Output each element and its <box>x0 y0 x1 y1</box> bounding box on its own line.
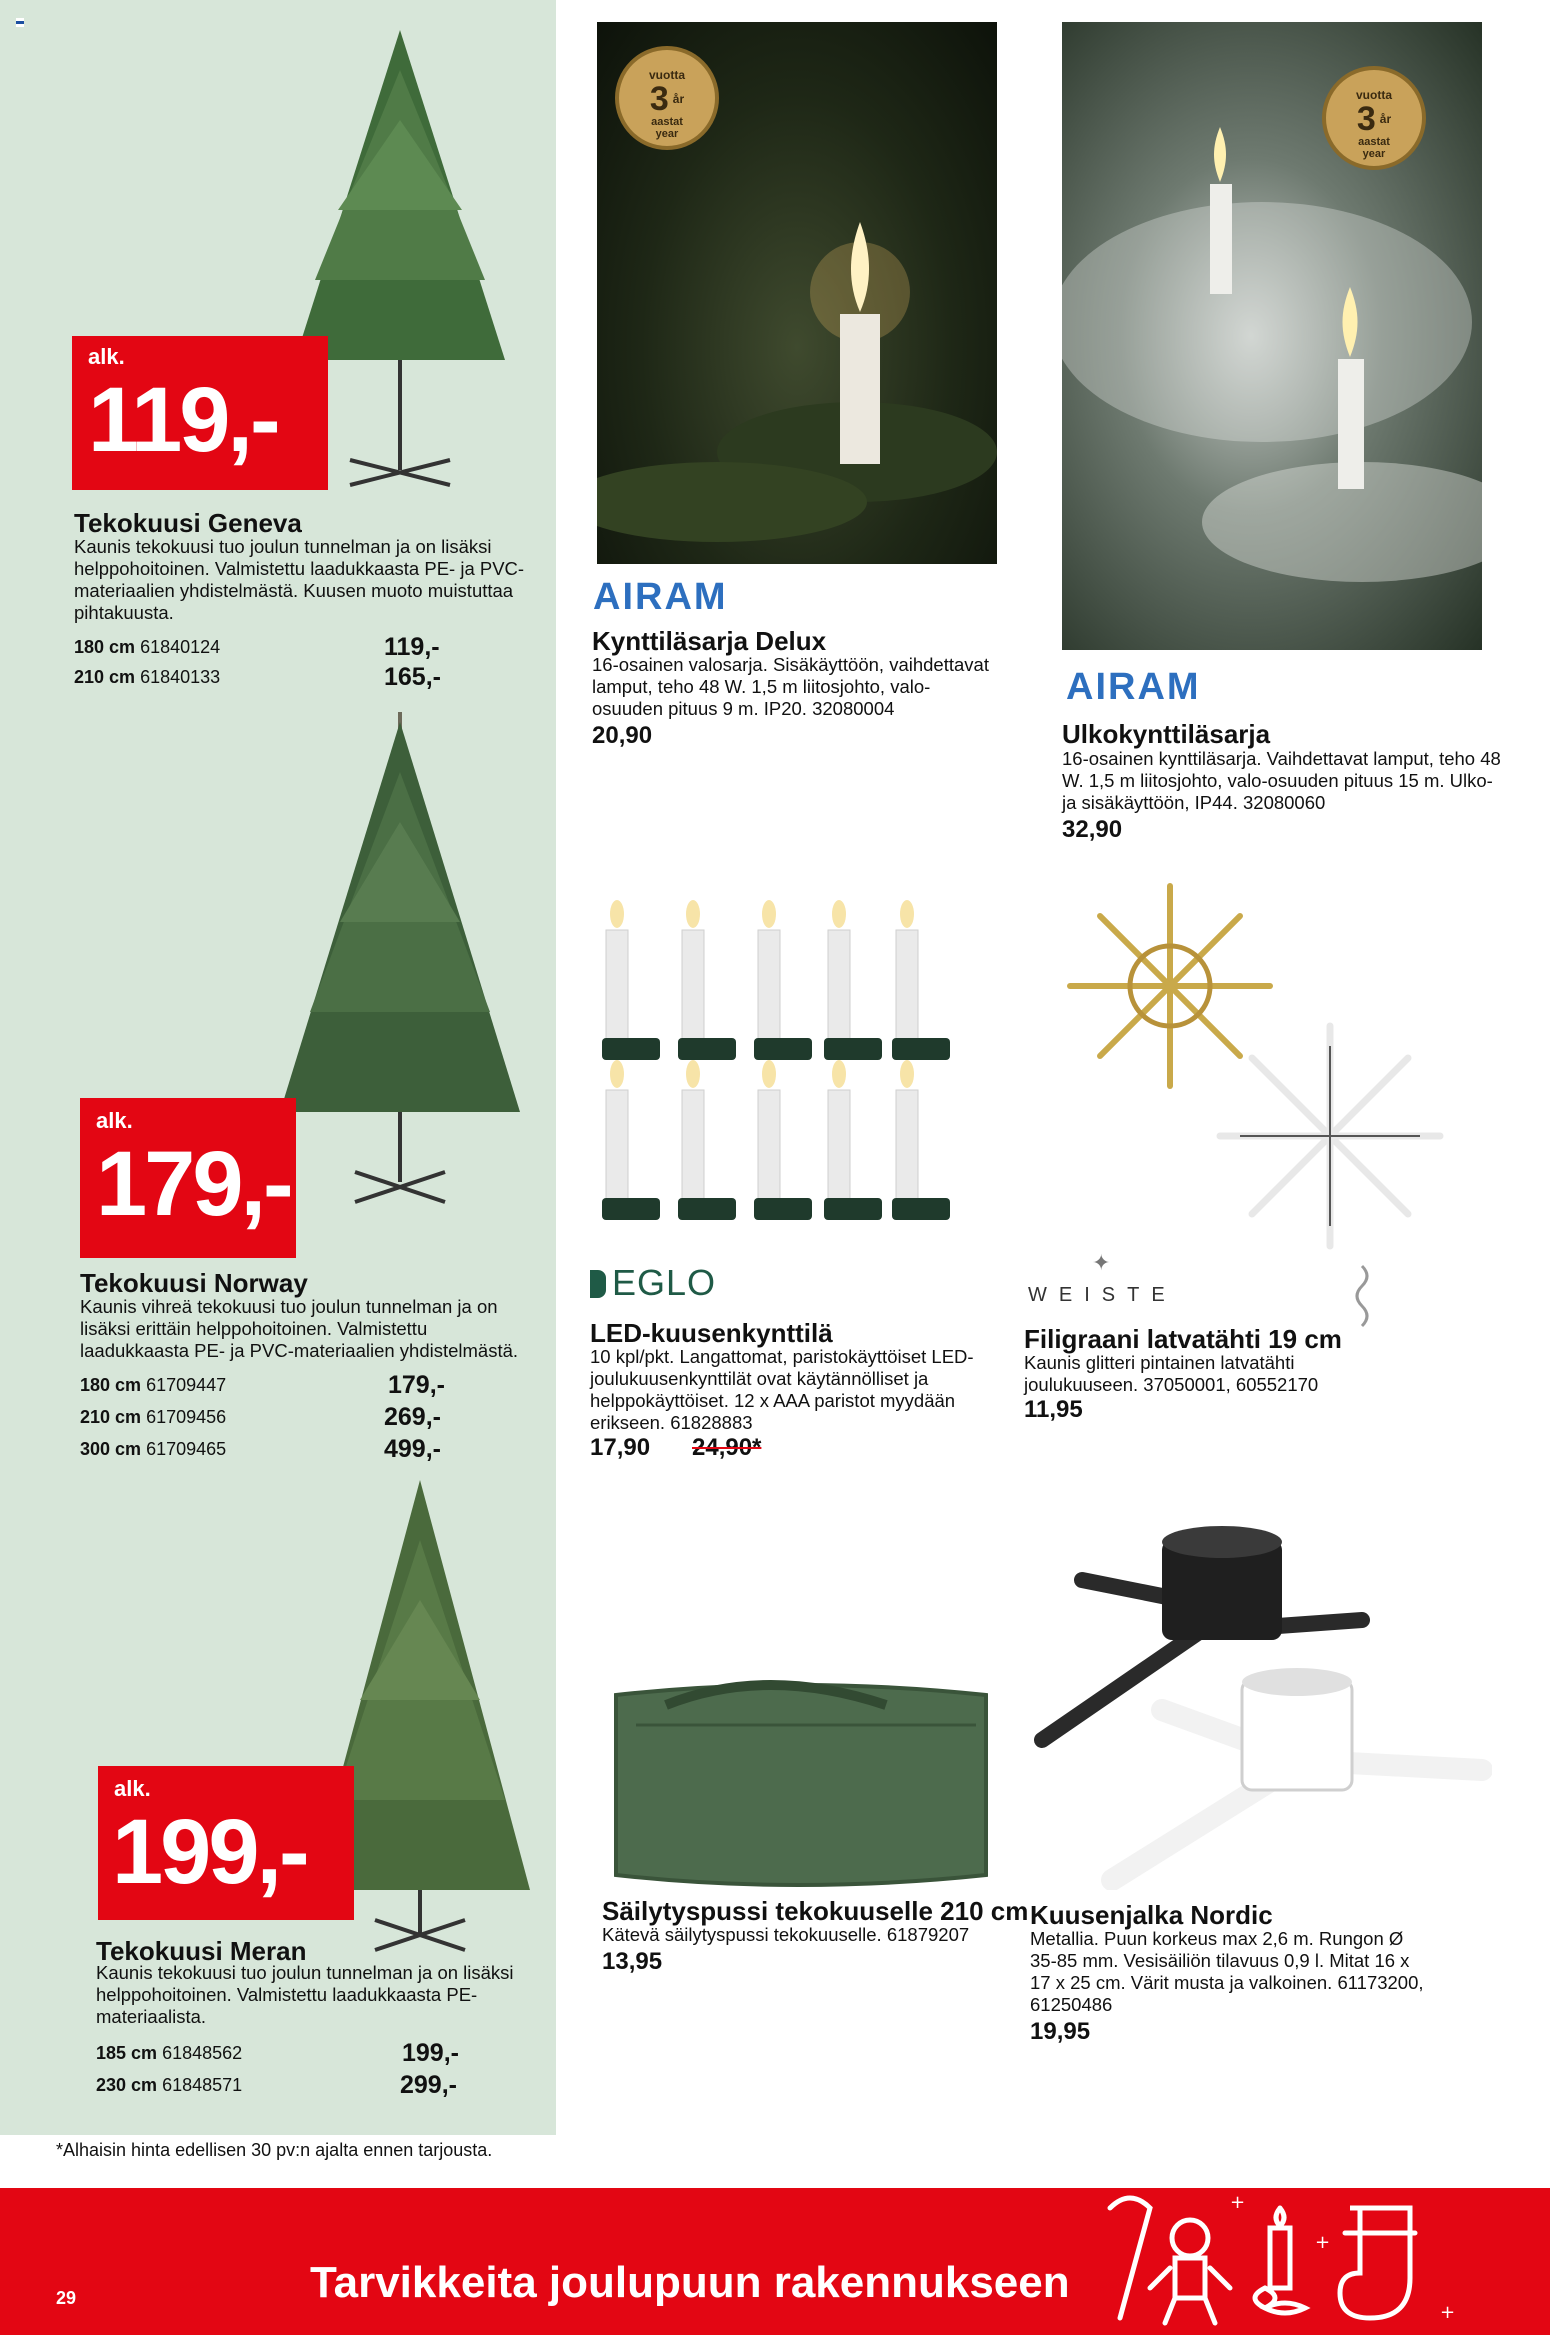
star-description: Kaunis glitteri pintainen latvatähti joulukuuseen. 37050001, 60552170 <box>1024 1352 1319 1395</box>
svg-text:+: + <box>1440 2302 1456 2323</box>
norway-variant-row: 210 cm 61709456 <box>80 1407 227 1427</box>
meran-description: Kaunis tekokuusi tuo joulun tunnelman ja on lisäksi helppohoitoinen. Valmistettu laadukkaasta PE-materiaalista. <box>96 1962 514 2027</box>
badge-price: 179,- <box>96 1133 291 1235</box>
meran-variant-price: 299,- <box>400 2071 457 2099</box>
geneva-variant-price: 119,- <box>384 633 440 661</box>
meran-variant-price: 199,- <box>402 2039 459 2067</box>
ulko-price: 32,90 <box>1062 816 1123 843</box>
norway-variant-price: 179,- <box>388 1371 445 1399</box>
price-prefix: alk. <box>114 1776 151 1801</box>
geneva-variant-price: 165,- <box>384 663 441 691</box>
price-prefix: alk. <box>88 344 125 369</box>
stand-title: Kuusenjalka Nordic <box>1030 1900 1273 1930</box>
tree-stand-image <box>1022 1520 1492 1890</box>
norway-variant-price: 499,- <box>384 1435 441 1463</box>
airam-logo: AIRAM <box>1066 666 1201 708</box>
norway-title: Tekokuusi Norway <box>80 1268 308 1298</box>
svg-text:+: + <box>1315 2232 1331 2253</box>
delux-description: 16-osainen valosarja. Sisäkäyttöön, vaihdettavat lamput, teho 48 W. 1,5 m liitosjohto, valo-osuuden pituus 9 m. IP20. 32080004 <box>592 654 989 719</box>
finland-flag-icon <box>16 18 24 26</box>
meran-title: Tekokuusi Meran <box>96 1936 307 1966</box>
meran-variant-row: 185 cm 61848562 <box>96 2043 243 2063</box>
norway-variant-row: 300 cm 61709465 <box>80 1439 227 1459</box>
geneva-description: Kaunis tekokuusi tuo joulun tunnelman ja on lisäksi helppohoitoinen. Valmistettu laadukkaasta PE- ja PVC-materiaalien yhdistelmästä. Kuusen muoto muistuttaa pihtakuusta. <box>74 536 525 623</box>
badge-price: 199,- <box>112 1801 307 1903</box>
star-title: Filigraani latvatähti 19 cm <box>1024 1324 1342 1354</box>
led-old-price: 24,90* <box>692 1434 762 1461</box>
led-price: 17,90 <box>590 1434 651 1461</box>
ulko-description: 16-osainen kynttiläsarja. Vaihdettavat lamput, teho 48 W. 1,5 m liitosjohto, valo-osuuden pituus 15 m. Ulko- ja sisäkäyttöön, IP44. 32080060 <box>1062 748 1501 813</box>
bag-price: 13,95 <box>602 1948 663 1975</box>
eglo-logo: EGLO <box>590 1262 716 1304</box>
guarantee-seal: vuotta 3 år aastat year <box>1322 66 1426 170</box>
norway-variant-row: 180 cm 61709447 <box>80 1375 227 1395</box>
geneva-price-badge <box>72 336 328 490</box>
norway-price-badge <box>80 1098 296 1258</box>
bag-description: Kätevä säilytyspussi tekokuuselle. 61879207 <box>602 1924 970 1945</box>
weiste-logo: WEISTE <box>1028 1284 1177 1306</box>
footnote: *Alhaisin hinta edellisen 30 pv:n ajalta ennen tarjousta. <box>56 2140 493 2160</box>
ulko-title: Ulkokynttiläsarja <box>1062 719 1271 749</box>
stand-price: 19,95 <box>1030 2018 1091 2045</box>
christmas-decoration-icon <box>1090 2188 1490 2335</box>
geneva-variant-row: 180 cm 61840124 <box>74 637 221 657</box>
weiste-logo-icon: ✦ <box>1092 1250 1111 1275</box>
stand-description: Metallia. Puun korkeus max 2,6 m. Rungon Ø 35-85 mm. Vesisäiliön tilavuus 0,9 l. Mitat 16 x 17 x 25 cm. Värit musta ja valkoinen. 61173200, 61250486 <box>1030 1928 1424 2015</box>
led-candles-image <box>596 890 976 1240</box>
airam-logo: AIRAM <box>593 576 728 618</box>
star-price: 11,95 <box>1024 1396 1083 1423</box>
geneva-variant-row: 210 cm 61840133 <box>74 667 221 687</box>
badge-price: 119,- <box>88 369 278 471</box>
meran-variant-row: 230 cm 61848571 <box>96 2075 243 2095</box>
led-title: LED-kuusenkynttilä <box>590 1318 833 1348</box>
ulko-candle-photo <box>1062 22 1482 650</box>
norway-description: Kaunis vihreä tekokuusi tuo joulun tunnelman ja on lisäksi erittäin helppohoitoinen. Valmistettu laadukkaasta PE- ja PVC-materiaalien yhdistelmästä. <box>80 1296 519 1361</box>
storage-bag-image <box>596 1665 996 1905</box>
meran-price-badge <box>98 1766 354 1920</box>
page-number: 29 <box>56 2288 77 2308</box>
star-topper-image <box>1040 876 1510 1336</box>
geneva-title: Tekokuusi Geneva <box>74 508 302 538</box>
bag-title: Säilytyspussi tekokuuselle 210 cm <box>602 1896 1029 1926</box>
price-prefix: alk. <box>96 1108 133 1133</box>
delux-candle-photo <box>597 22 997 564</box>
norway-variant-price: 269,- <box>384 1403 441 1431</box>
guarantee-seal: vuotta 3 år aastat year <box>615 46 719 150</box>
delux-title: Kynttiläsarja Delux <box>592 626 827 656</box>
svg-text:+: + <box>1230 2192 1246 2213</box>
delux-price: 20,90 <box>592 722 653 749</box>
led-description: 10 kpl/pkt. Langattomat, paristokäyttöiset LED-joulukuusenkynttilät ovat käytännölliset ja helppokäyttöiset. 12 x AAA paristot myydään erikseen. 61828883 <box>590 1346 974 1433</box>
section-title: Tarvikkeita joulupuun rakennukseen <box>310 2258 1070 2307</box>
